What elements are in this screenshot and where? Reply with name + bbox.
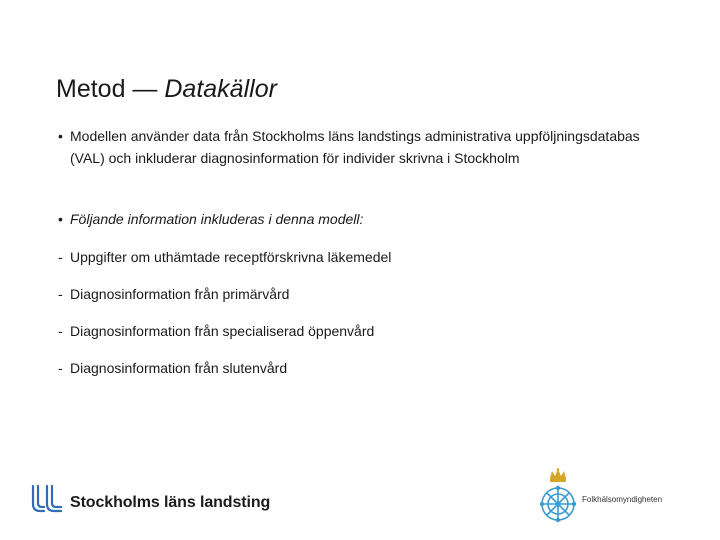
dash-text: Diagnosinformation från primärvård <box>70 286 290 302</box>
dash-text: Uppgifter om uthämtade receptförskrivna läkemedel <box>70 249 392 265</box>
page-title <box>56 74 277 104</box>
bullet-item <box>56 208 666 230</box>
dash-list-item <box>56 246 391 268</box>
dash-list-item <box>56 357 287 379</box>
dash-marker: - <box>58 323 63 339</box>
folkhalsomyndigheten-emblem-icon <box>536 468 580 526</box>
dash-list-item <box>56 320 374 342</box>
dash-marker: - <box>58 286 63 302</box>
dash-text: Diagnosinformation från slutenvård <box>70 360 288 376</box>
bullet-marker: • <box>58 211 63 227</box>
dash-text: Diagnosinformation från specialiserad öppenvård <box>70 323 375 339</box>
title-italic: Datakällor <box>164 75 277 103</box>
sll-logo-text: Stockholms läns landsting <box>70 494 271 511</box>
bullet-marker: • <box>58 128 63 144</box>
dash-marker: - <box>58 360 63 376</box>
dash-list-item <box>56 283 289 305</box>
folkhalsomyndigheten-logo <box>536 468 662 526</box>
bullet-text: Modellen använder data från Stockholms läns landstings administrativa uppföljningsdatabas (VAL) och inkluderar diagnosinformation för individer skrivna i Stockholm <box>70 128 640 166</box>
sll-logo-mark-icon <box>30 484 64 514</box>
bullet-item <box>56 125 666 169</box>
folkhalsomyndigheten-logo-text: Folkhälsomyndigheten <box>582 494 663 504</box>
title-main: Metod — <box>56 75 165 103</box>
dash-marker: - <box>58 249 63 265</box>
sll-logo <box>30 484 270 514</box>
bullet-text: Följande information inkluderas i denna modell: <box>70 211 364 227</box>
